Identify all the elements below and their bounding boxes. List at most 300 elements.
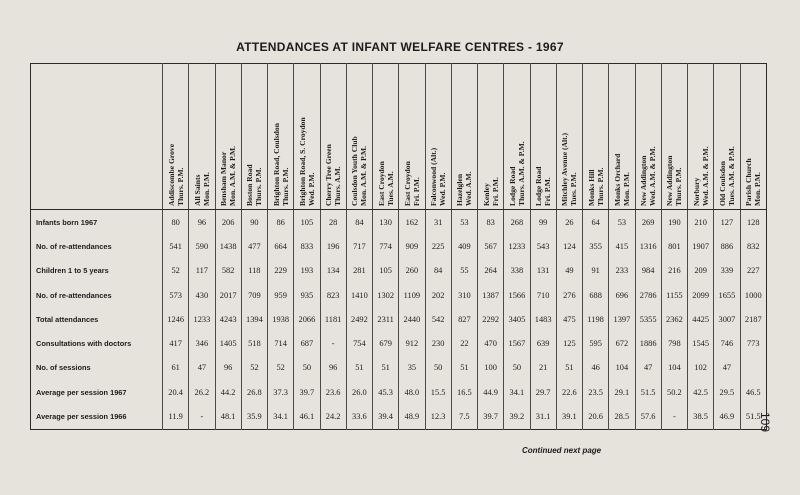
table-cell: 125 <box>556 331 582 355</box>
table-cell: 338 <box>504 259 530 283</box>
table-cell: 225 <box>425 234 451 258</box>
table-row <box>31 380 767 404</box>
session-times: Mon. A.M. & P.M. <box>359 145 369 206</box>
table-cell: 34.1 <box>504 380 530 404</box>
table-cell: 346 <box>189 331 215 355</box>
table-row <box>31 331 767 355</box>
row-label: Children 1 to 5 years <box>36 266 109 276</box>
table-cell: 16.5 <box>451 380 477 404</box>
table-cell: 42.5 <box>688 380 714 404</box>
page-number: 109 <box>758 412 772 433</box>
table-cell: 52 <box>163 259 189 283</box>
table-cell: 53 <box>451 210 477 235</box>
column-header-text <box>455 66 473 206</box>
column-header-text <box>245 66 263 206</box>
session-times: Wed. A.M. <box>464 171 474 206</box>
column-header-text <box>403 66 421 206</box>
table-cell: 105 <box>294 210 320 235</box>
table-cell: 37.3 <box>268 380 294 404</box>
table-cell: 1410 <box>346 283 372 307</box>
table-row <box>31 259 767 283</box>
table-cell: 1302 <box>373 283 399 307</box>
centre-name: Parish Church <box>744 158 754 206</box>
centre-name: Old Coulsdon <box>717 161 727 206</box>
table-cell: 1886 <box>635 331 661 355</box>
session-times: Tues. A.M. <box>385 171 395 206</box>
table-cell: 51 <box>556 356 582 380</box>
centre-name: All Saints <box>192 174 202 206</box>
table-cell: 2066 <box>294 307 320 331</box>
table-cell: 44.2 <box>215 380 241 404</box>
table-cell: 118 <box>241 259 267 283</box>
session-times: Wed. A.M. & P.M. <box>700 146 710 206</box>
session-times: Mon. A.M. & P.M. <box>228 145 238 206</box>
session-times: Thurs. P.M. <box>595 167 605 206</box>
table-cell: 26.8 <box>241 380 267 404</box>
table-cell: - <box>189 404 215 429</box>
table-cell: 2440 <box>399 307 425 331</box>
table-cell: 50 <box>504 356 530 380</box>
table-cell: 48.0 <box>399 380 425 404</box>
table-cell: 12.3 <box>425 404 451 429</box>
table-cell: 1387 <box>478 283 504 307</box>
session-times: Thurs. A.M. <box>333 166 343 206</box>
table-cell: 1233 <box>504 234 530 258</box>
table-cell: 773 <box>740 331 767 355</box>
table-cell: 2311 <box>373 307 399 331</box>
table-cell: 209 <box>688 259 714 283</box>
table-cell: 1181 <box>320 307 346 331</box>
column-header-text <box>324 66 342 206</box>
table-cell: 28 <box>320 210 346 235</box>
column-header <box>189 64 215 210</box>
table-cell: 46 <box>583 356 609 380</box>
table-cell: 49 <box>556 259 582 283</box>
table-cell: 3007 <box>714 307 740 331</box>
table-cell: 104 <box>661 356 687 380</box>
table-cell: 1246 <box>163 307 189 331</box>
column-header-text <box>587 66 605 206</box>
table-cell: 1000 <box>740 283 767 307</box>
row-label: Average per session 1967 <box>36 387 127 397</box>
table-cell: 4425 <box>688 307 714 331</box>
table-cell: 193 <box>294 259 320 283</box>
table-cell: 1483 <box>530 307 556 331</box>
table-body <box>31 210 767 430</box>
table-cell: 29.7 <box>530 380 556 404</box>
column-header-text <box>482 66 500 206</box>
column-header <box>478 64 504 210</box>
session-times: Thurs. A.M. & P.M. <box>516 141 526 206</box>
column-header <box>399 64 425 210</box>
table-cell: 128 <box>740 210 767 235</box>
header-blank-cell <box>31 64 163 210</box>
table-cell: 582 <box>215 259 241 283</box>
centre-name: Lodge Road <box>534 166 544 206</box>
table-cell: 39.1 <box>556 404 582 429</box>
table-cell: 50 <box>294 356 320 380</box>
table-cell: - <box>320 331 346 355</box>
table-cell: 45.3 <box>373 380 399 404</box>
centre-name: Lodge Road <box>507 166 517 206</box>
table-cell: 567 <box>478 234 504 258</box>
table-cell: 44.9 <box>478 380 504 404</box>
table-cell: 470 <box>478 331 504 355</box>
table-cell: 202 <box>425 283 451 307</box>
table-cell: 196 <box>320 234 346 258</box>
table-cell: 2017 <box>215 283 241 307</box>
column-header <box>346 64 372 210</box>
table-header-row <box>31 64 767 210</box>
session-times: Wed. P.M. <box>438 172 448 206</box>
table-row <box>31 234 767 258</box>
table-cell: 55 <box>451 259 477 283</box>
table-cell: 230 <box>425 331 451 355</box>
column-header-text <box>560 66 578 206</box>
column-header-text <box>718 66 736 206</box>
table-cell: 264 <box>478 259 504 283</box>
table-cell: 909 <box>399 234 425 258</box>
table-cell: 86 <box>268 210 294 235</box>
column-header <box>294 64 320 210</box>
table-cell: 3405 <box>504 307 530 331</box>
table-cell: 754 <box>346 331 372 355</box>
table-cell <box>740 356 767 380</box>
table-cell: 269 <box>635 210 661 235</box>
table-cell: 38.5 <box>688 404 714 429</box>
centre-name: Cherry Tree Green <box>324 144 334 206</box>
table-cell: 23.6 <box>320 380 346 404</box>
table-cell: 542 <box>425 307 451 331</box>
column-header <box>268 64 294 210</box>
table-cell: 100 <box>478 356 504 380</box>
table-cell: 1655 <box>714 283 740 307</box>
table-cell: 47 <box>714 356 740 380</box>
table-cell: 590 <box>189 234 215 258</box>
column-header <box>556 64 582 210</box>
session-times: Fri. P.M. <box>411 177 421 206</box>
table-cell: 1567 <box>504 331 530 355</box>
table-cell: 31 <box>425 210 451 235</box>
table-cell: 47 <box>189 356 215 380</box>
column-header <box>373 64 399 210</box>
session-times: Fri. P.M. <box>490 177 500 206</box>
table-cell: 26.2 <box>189 380 215 404</box>
table-cell: 31.1 <box>530 404 556 429</box>
centre-name: Bensham Manor <box>219 151 229 206</box>
table-cell: 260 <box>399 259 425 283</box>
table-cell: 53 <box>609 210 635 235</box>
table-cell: 417 <box>163 331 189 355</box>
table-cell: 595 <box>583 331 609 355</box>
table-cell: 15.5 <box>425 380 451 404</box>
table-row <box>31 210 767 235</box>
table-cell: 50.2 <box>661 380 687 404</box>
table-cell: 912 <box>399 331 425 355</box>
table-cell: 2362 <box>661 307 687 331</box>
table-cell: 543 <box>530 234 556 258</box>
centre-name: New Addington <box>639 155 649 206</box>
table-cell: 1109 <box>399 283 425 307</box>
table-cell: 50 <box>425 356 451 380</box>
table-cell: 227 <box>740 259 767 283</box>
table-cell: 216 <box>661 259 687 283</box>
table-cell: 47 <box>635 356 661 380</box>
continued-note: Continued next page <box>522 446 602 455</box>
table-cell: 39.2 <box>504 404 530 429</box>
column-header <box>504 64 530 210</box>
table-cell: 61 <box>163 356 189 380</box>
table-cell: 1545 <box>688 331 714 355</box>
table-cell: 206 <box>215 210 241 235</box>
column-header-text <box>744 66 762 206</box>
table-cell: 2292 <box>478 307 504 331</box>
table-cell: 477 <box>241 234 267 258</box>
page-title: ATTENDANCES AT INFANT WELFARE CENTRES - 1967 <box>236 40 564 54</box>
table-cell: 823 <box>320 283 346 307</box>
table-cell: 310 <box>451 283 477 307</box>
table-cell: 35 <box>399 356 425 380</box>
table-cell: 83 <box>478 210 504 235</box>
table-cell: 48.9 <box>399 404 425 429</box>
table-cell: 127 <box>714 210 740 235</box>
column-header <box>609 64 635 210</box>
table-cell: 281 <box>346 259 372 283</box>
table-cell: 84 <box>346 210 372 235</box>
table-cell: 672 <box>609 331 635 355</box>
table-cell: 23.5 <box>583 380 609 404</box>
table-cell: 664 <box>268 234 294 258</box>
table-cell: 22 <box>451 331 477 355</box>
table-cell: - <box>661 404 687 429</box>
column-header <box>688 64 714 210</box>
table-cell: 48.1 <box>215 404 241 429</box>
table-cell: 46.9 <box>714 404 740 429</box>
table-cell: 833 <box>294 234 320 258</box>
column-header <box>583 64 609 210</box>
table-cell: 355 <box>583 234 609 258</box>
table-row <box>31 356 767 380</box>
row-label: Infants born 1967 <box>36 217 98 227</box>
centre-name: Addiscombe Grove <box>166 143 176 206</box>
centre-name: Monks Orchard <box>612 153 622 206</box>
table-cell: 2187 <box>740 307 767 331</box>
table-cell: 99 <box>530 210 556 235</box>
table-cell: 102 <box>688 356 714 380</box>
table-cell: 46.1 <box>294 404 320 429</box>
column-header <box>714 64 740 210</box>
table-cell: 104 <box>609 356 635 380</box>
table-cell: 679 <box>373 331 399 355</box>
column-header <box>530 64 556 210</box>
table-cell: 1233 <box>189 307 215 331</box>
table-cell: 57.6 <box>635 404 661 429</box>
table-cell: 52 <box>268 356 294 380</box>
table-cell: 229 <box>268 259 294 283</box>
table-cell: 2099 <box>688 283 714 307</box>
table-cell: 714 <box>268 331 294 355</box>
table-cell: 4243 <box>215 307 241 331</box>
table-cell: 959 <box>268 283 294 307</box>
session-times: Mon. P.M. <box>753 172 763 206</box>
table-cell: 801 <box>661 234 687 258</box>
table-cell: 162 <box>399 210 425 235</box>
column-header-text <box>692 66 710 206</box>
table-row <box>31 283 767 307</box>
row-label: Consultations with doctors <box>36 339 132 349</box>
table-cell: 1394 <box>241 307 267 331</box>
table-cell: 1438 <box>215 234 241 258</box>
session-times: Thurs. P.M. <box>674 167 684 206</box>
table-cell: 717 <box>346 234 372 258</box>
centre-name: Brighton Road, S. Croydon <box>297 117 307 206</box>
centre-name: Hazelglen <box>455 173 465 206</box>
centre-name: Monks Hill <box>586 169 596 206</box>
session-times: Wed. P.M. <box>306 172 316 206</box>
table-cell: 5355 <box>635 307 661 331</box>
column-header <box>215 64 241 210</box>
table-cell: 430 <box>189 283 215 307</box>
table-cell: 90 <box>241 210 267 235</box>
table-cell: 7.5 <box>451 404 477 429</box>
column-header <box>635 64 661 210</box>
row-label: No. of re-attendances <box>36 241 112 251</box>
column-header-text <box>298 66 316 206</box>
session-times: Tues. A.M. & P.M. <box>726 146 736 206</box>
table-row <box>31 404 767 429</box>
table-cell: 39.7 <box>294 380 320 404</box>
session-times: Thurs. P.M. <box>175 167 185 206</box>
table-cell: 415 <box>609 234 635 258</box>
table-cell: 51 <box>451 356 477 380</box>
centre-name: Boston Road <box>245 164 255 206</box>
centre-name: Coulsdon Youth Club <box>350 136 360 206</box>
table-cell: 2786 <box>635 283 661 307</box>
centre-name: New Addington <box>665 155 675 206</box>
table-cell: 1405 <box>215 331 241 355</box>
table-cell: 1397 <box>609 307 635 331</box>
row-label: Total attendances <box>36 314 99 324</box>
table-cell: 34.1 <box>268 404 294 429</box>
table-cell: 117 <box>189 259 215 283</box>
table-cell: 827 <box>451 307 477 331</box>
column-header-text <box>534 66 552 206</box>
row-label: No. of re-attendances <box>36 290 112 300</box>
table-cell: 105 <box>373 259 399 283</box>
table-cell: 64 <box>583 210 609 235</box>
centre-name: Norbury <box>691 177 701 206</box>
table-cell: 51 <box>373 356 399 380</box>
table-cell: 268 <box>504 210 530 235</box>
session-times: Mon. P.M. <box>621 172 631 206</box>
table-cell: 96 <box>320 356 346 380</box>
table-cell: 1198 <box>583 307 609 331</box>
table-cell: 96 <box>189 210 215 235</box>
table-cell: 96 <box>215 356 241 380</box>
column-header-text <box>219 66 237 206</box>
table-cell: 29.1 <box>609 380 635 404</box>
table-cell: 20.6 <box>583 404 609 429</box>
row-label: Average per session 1966 <box>36 412 127 422</box>
column-header-text <box>613 66 631 206</box>
table-cell: 710 <box>530 283 556 307</box>
session-times: Wed. A.M. & P.M. <box>648 146 658 206</box>
session-times: Thurs. P.M. <box>280 167 290 206</box>
table-cell: 20.4 <box>163 380 189 404</box>
table-cell: 46.5 <box>740 380 767 404</box>
table-row <box>31 307 767 331</box>
table-cell: 33.6 <box>346 404 372 429</box>
centre-name: Falconwood (Alt.) <box>429 147 439 206</box>
column-header-text <box>167 66 185 206</box>
table-cell: 39.7 <box>478 404 504 429</box>
table-cell: 518 <box>241 331 267 355</box>
table-cell: 233 <box>609 259 635 283</box>
table-cell: 131 <box>530 259 556 283</box>
attendance-table <box>30 63 767 430</box>
column-header-text <box>350 66 368 206</box>
table-cell: 886 <box>714 234 740 258</box>
column-header <box>661 64 687 210</box>
table-cell: 1938 <box>268 307 294 331</box>
table-cell: 29.5 <box>714 380 740 404</box>
column-header-text <box>193 66 211 206</box>
session-times: Thurs. P.M. <box>254 167 264 206</box>
table-cell: 24.2 <box>320 404 346 429</box>
table-cell: 51.5 <box>635 380 661 404</box>
column-header-text <box>639 66 657 206</box>
column-header <box>425 64 451 210</box>
table-cell: 22.6 <box>556 380 582 404</box>
table-cell: 774 <box>373 234 399 258</box>
table-cell: 276 <box>556 283 582 307</box>
table-cell: 541 <box>163 234 189 258</box>
column-header <box>451 64 477 210</box>
table-cell: 80 <box>163 210 189 235</box>
table-cell: 51 <box>346 356 372 380</box>
column-header-text <box>665 66 683 206</box>
table-cell: 84 <box>425 259 451 283</box>
table-cell: 39.4 <box>373 404 399 429</box>
centre-name: East Croydon <box>402 161 412 206</box>
column-header <box>241 64 267 210</box>
centre-name: Mitchley Avenue (Alt.) <box>560 132 570 206</box>
table-cell: 26 <box>556 210 582 235</box>
table-cell: 91 <box>583 259 609 283</box>
table-cell: 709 <box>241 283 267 307</box>
centre-name: Kenley <box>481 183 491 206</box>
table-cell: 832 <box>740 234 767 258</box>
table-cell: 687 <box>294 331 320 355</box>
table-cell: 28.5 <box>609 404 635 429</box>
table-cell: 1316 <box>635 234 661 258</box>
table-cell: 134 <box>320 259 346 283</box>
table-cell: 11.9 <box>163 404 189 429</box>
column-header-text <box>508 66 526 206</box>
column-header-text <box>429 66 447 206</box>
table-cell: 696 <box>609 283 635 307</box>
session-times: Fri. P.M. <box>543 177 553 206</box>
table-cell: 130 <box>373 210 399 235</box>
table-cell: 688 <box>583 283 609 307</box>
column-header-text <box>377 66 395 206</box>
table-cell: 51.5 <box>740 404 767 429</box>
row-label: No. of sessions <box>36 363 91 373</box>
table-cell: 798 <box>661 331 687 355</box>
column-header <box>740 64 767 210</box>
table-cell: 984 <box>635 259 661 283</box>
table-cell: 639 <box>530 331 556 355</box>
